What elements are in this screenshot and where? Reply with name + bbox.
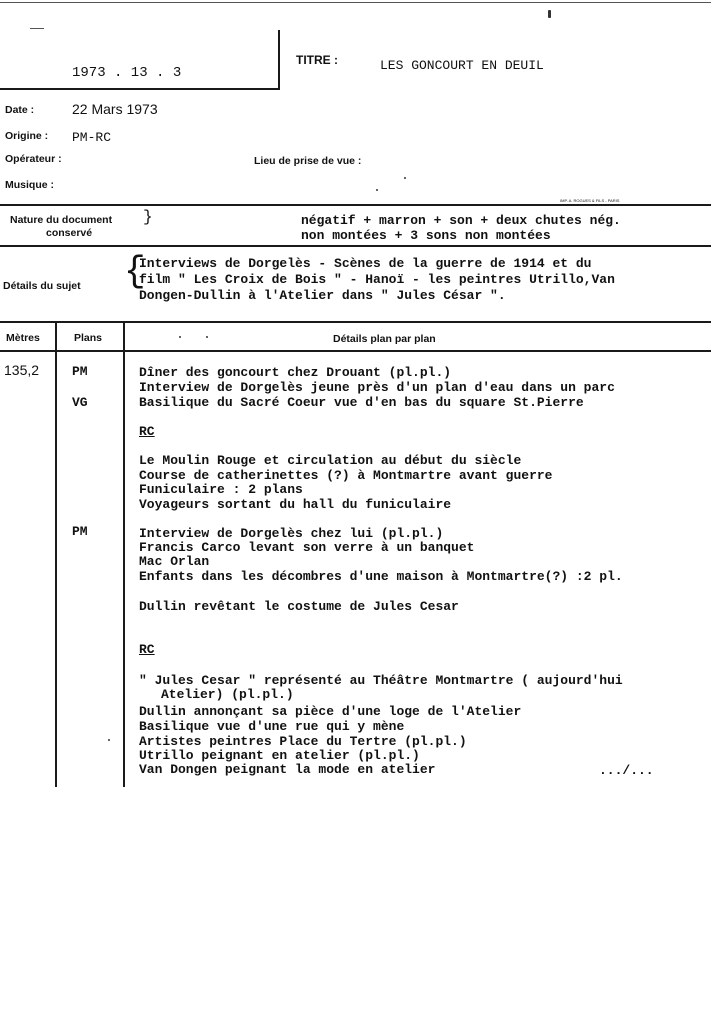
speck — [108, 739, 110, 741]
top-mark — [30, 28, 44, 29]
details-line-1: Interviews de Dorgelès - Scènes de la guerre de 1914 et du — [139, 256, 592, 271]
detail-line: Basilique du Sacré Coeur vue d'en bas du square St.Pierre — [139, 395, 584, 410]
plan-1: PM — [72, 364, 88, 379]
origine-value: PM-RC — [72, 130, 112, 145]
col-details-header: Détails plan par plan — [333, 333, 436, 345]
details-brace: { — [124, 251, 146, 292]
title-value: LES GONCOURT EN DEUIL — [380, 58, 544, 73]
section-rc: RC — [139, 642, 155, 657]
top-edge-line — [0, 2, 711, 3]
detail-line: Funiculaire : 2 plans — [139, 482, 303, 497]
col-divider-2 — [123, 321, 125, 787]
speck — [404, 177, 406, 179]
speck — [179, 336, 181, 338]
detail-line: " Jules Cesar " représenté au Théâtre Montmartre ( aujourd'hui — [139, 673, 623, 688]
origine-label: Origine : — [5, 130, 49, 142]
speck — [206, 336, 208, 338]
col-metres-header: Mètres — [6, 332, 40, 344]
speck — [548, 10, 551, 18]
header-bottom-line — [0, 88, 280, 90]
detail-line: Atelier) (pl.pl.) — [161, 687, 294, 702]
nature-top-line — [0, 204, 711, 206]
date-label: Date : — [5, 104, 35, 116]
section-rc: RC — [139, 424, 155, 439]
detail-line: Mac Orlan — [139, 554, 210, 569]
detail-line: Francis Carco levant son verre à un banquet — [139, 540, 475, 555]
reference-number: 1973 . 13 . 3 — [72, 65, 182, 81]
nature-label-2: conservé — [46, 227, 93, 239]
lieu-label: Lieu de prise de vue : — [254, 155, 362, 167]
detail-line: Le Moulin Rouge et circulation au début du siècle — [139, 453, 522, 468]
detail-line: Utrillo peignant en atelier (pl.pl.) — [139, 748, 420, 763]
nature-brace: } — [143, 208, 153, 226]
details-line-2: film " Les Croix de Bois " - Hanoï - les peintres Utrillo,Van — [139, 272, 615, 287]
speck — [376, 189, 378, 191]
detail-line: Interview de Dorgelès jeune près d'un plan d'eau dans un parc — [139, 380, 615, 395]
plan-3: PM — [72, 524, 88, 539]
detail-line: Voyageurs sortant du hall du funiculaire — [139, 497, 452, 512]
detail-line: Basilique vue d'une rue qui y mène — [139, 719, 405, 734]
col-divider-1 — [55, 321, 57, 787]
table-top-line — [0, 321, 711, 323]
details-line-3: Dongen-Dullin à l'Atelier dans " Jules César ". — [139, 288, 506, 303]
details-label: Détails du sujet — [3, 280, 81, 292]
detail-line: Interview de Dorgelès chez lui (pl.pl.) — [139, 526, 444, 541]
table-header-line — [0, 350, 711, 352]
detail-line: Dullin annonçant sa pièce d'une loge de l'Atelier — [139, 704, 522, 719]
header-divider — [278, 30, 280, 88]
printer-credit: IMP. A. ROGUES & FILS - PARIS — [560, 198, 620, 203]
continued-marker: .../... — [599, 763, 654, 778]
col-plans-header: Plans — [74, 332, 103, 344]
detail-line: Artistes peintres Place du Tertre (pl.pl.) — [139, 734, 467, 749]
nature-line-2: non montées + 3 sons non montées — [301, 228, 551, 243]
detail-line: Enfants dans les décombres d'une maison à Montmartre(?) :2 pl. — [139, 569, 623, 584]
title-label: TITRE : — [296, 53, 338, 67]
date-value: 22 Mars 1973 — [72, 101, 158, 117]
musique-label: Musique : — [5, 179, 54, 191]
detail-line: Van Dongen peignant la mode en atelier — [139, 762, 436, 777]
nature-line-1: négatif + marron + son + deux chutes nég. — [301, 213, 621, 228]
detail-line: Dîner des goncourt chez Drouant (pl.pl.) — [139, 365, 452, 380]
nature-label: Nature du document — [10, 214, 113, 226]
details-top-line — [0, 245, 711, 247]
detail-line: Dullin revêtant le costume de Jules Cesar — [139, 599, 459, 614]
operateur-label: Opérateur : — [5, 153, 62, 165]
plan-2: VG — [72, 395, 88, 410]
metres-value: 135,2 — [4, 362, 40, 378]
detail-line: Course de catherinettes (?) à Montmartre avant guerre — [139, 468, 553, 483]
